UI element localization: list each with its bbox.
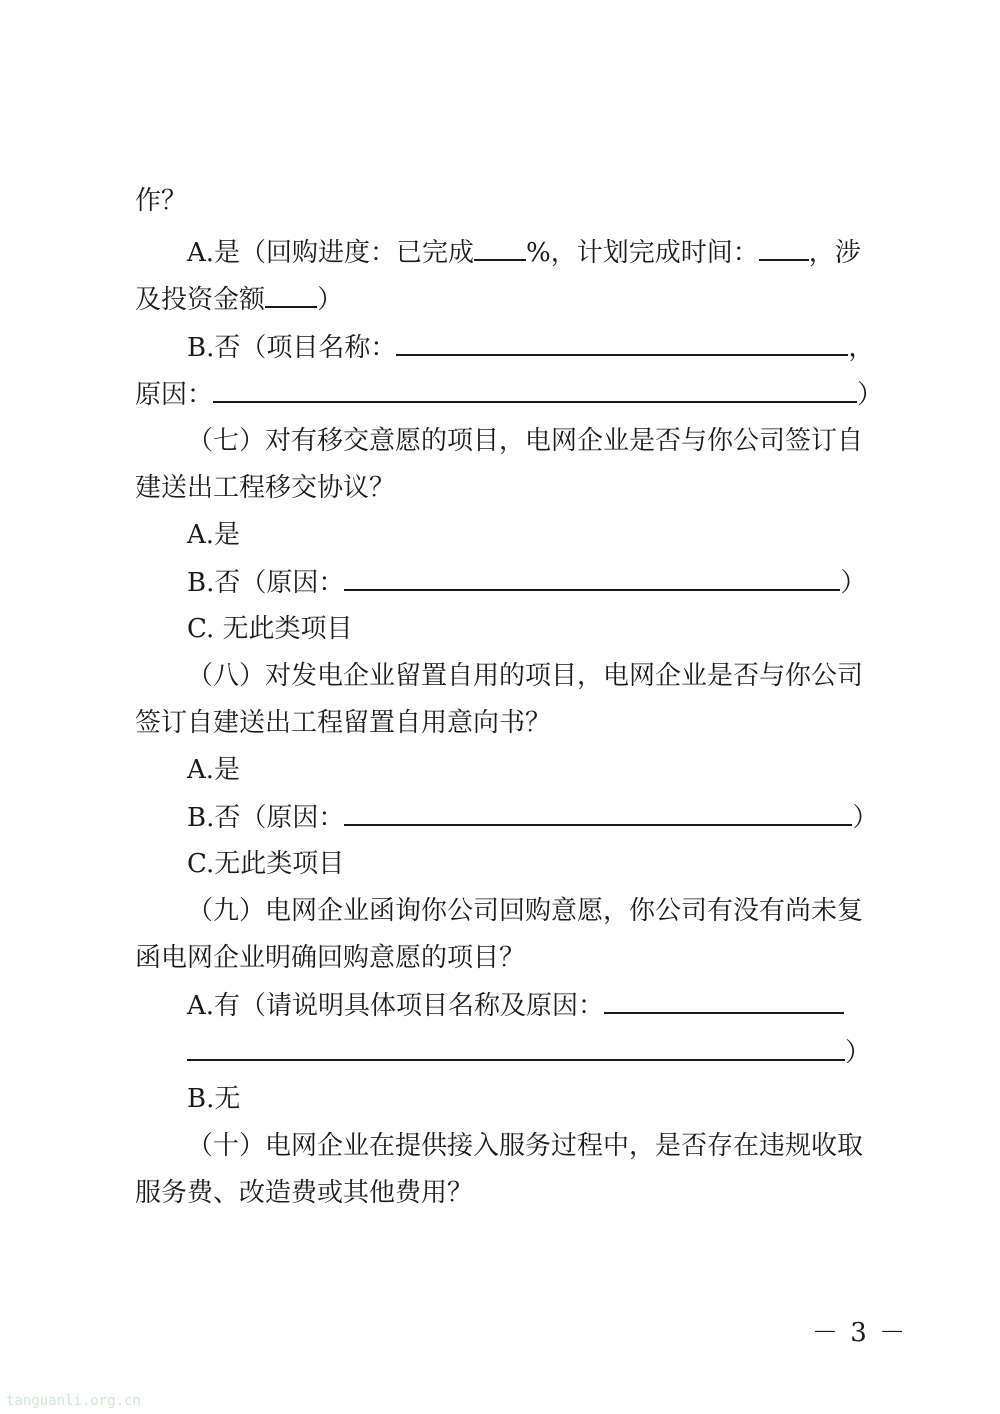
q6-project-name-blank[interactable] [396,332,848,356]
q9-option-a-line1 [187,990,844,1021]
q7-option-b [187,567,866,598]
q6-project-name-label: B.否（项目名称： [187,333,397,363]
q9-project-blank-1[interactable] [604,990,844,1014]
q7-reason-blank[interactable] [344,567,840,591]
q9-option-b: B.无 [187,1084,241,1114]
q6-option-b-comma: ， [848,333,875,363]
q9-option-a-line2 [187,1037,871,1068]
q8-option-b [187,802,878,833]
q7-question-line2: 建送出工程移交协议？ [135,473,396,503]
q6-plan-time-blank[interactable] [759,237,809,261]
q8-option-c: C.无此类项目 [187,849,345,879]
q6-option-a-percent: %，计划完成时间： [526,238,759,268]
q8-reason-label: B.否（原因： [187,803,345,833]
q9-option-a-close: ） [845,1038,872,1068]
page-number: － 3 － [812,1318,908,1348]
q10-question-line1: （十）电网企业在提供接入服务过程中，是否存在违规收取 [187,1131,864,1161]
q7-option-a: A.是 [187,520,241,550]
q6-reason-blank[interactable] [213,379,857,403]
q7-reason-label: B.否（原因： [187,568,345,598]
q8-option-a: A.是 [187,755,241,785]
q6-investment-blank[interactable] [265,284,317,308]
q6-option-a-line1 [187,237,861,268]
q6-investment-label: 及投资金额 [135,285,266,315]
q8-reason-blank[interactable] [344,802,852,826]
q9-option-a-prefix: A.有（请说明具体项目名称及原因： [187,991,605,1021]
q6-option-b-line1 [187,332,874,363]
q10-question-line2: 服务费、改造费或其他费用？ [135,1178,474,1208]
q6-reason-label: 原因： [135,380,214,410]
q7-question-line1: （七）对有移交意愿的项目，电网企业是否与你公司签订自 [187,426,864,456]
q8-option-b-close: ） [852,803,879,833]
q7-option-c: C. 无此类项目 [187,614,353,644]
q6-option-b-line2 [135,379,883,410]
q6-option-a-prefix: A.是（回购进度：已完成 [187,238,475,268]
q6-progress-blank[interactable] [474,237,526,261]
q6-option-a-close: ） [317,285,344,315]
q8-question-line2: 签订自建送出工程留置自用意向书？ [135,708,552,738]
q9-question-line1: （九）电网企业函询你公司回购意愿，你公司有没有尚未复 [187,896,864,926]
q6-option-a-tail: ，涉 [808,238,861,268]
q6-option-b-close: ） [857,380,884,410]
continuation-text: 作？ [135,186,188,216]
q7-option-b-close: ） [840,568,867,598]
q6-option-a-line2 [135,284,343,315]
watermark: tanguanli.org.cn [6,1393,141,1409]
q8-question-line1: （八）对发电企业留置自用的项目，电网企业是否与你公司 [187,661,864,691]
q9-question-line2: 函电网企业明确回购意愿的项目？ [135,943,526,973]
q9-project-blank-2[interactable] [187,1037,845,1061]
